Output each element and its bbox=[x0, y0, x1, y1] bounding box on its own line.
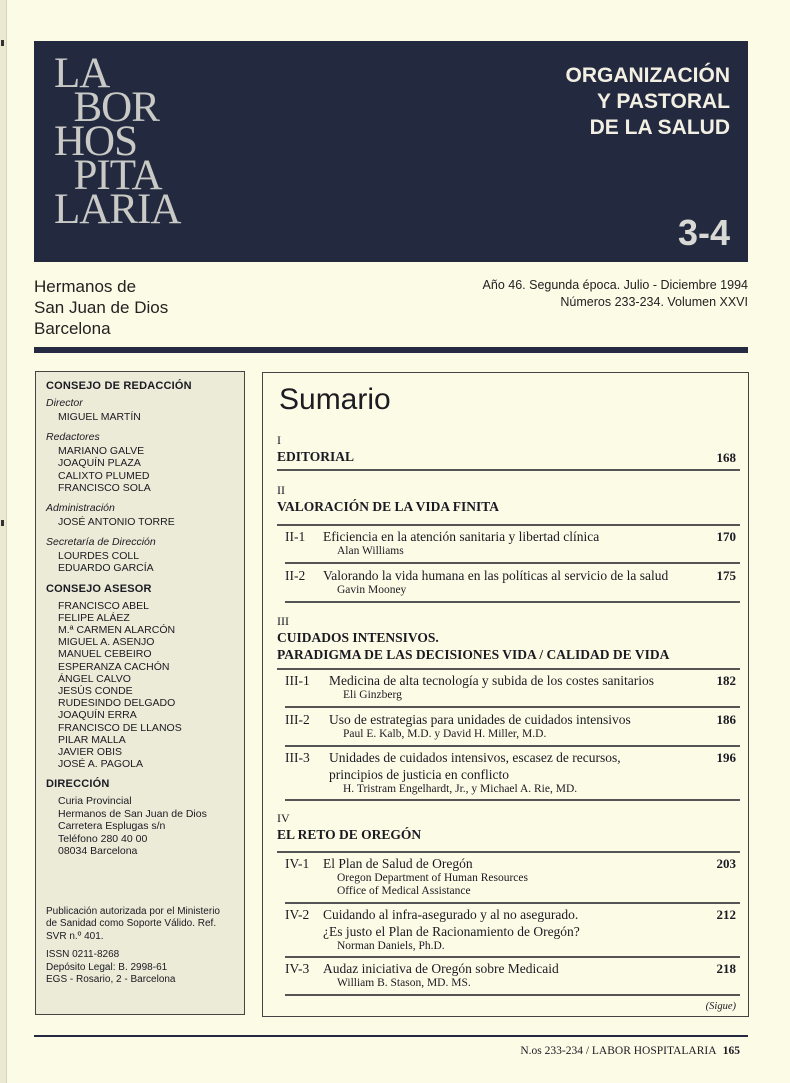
article-entry[interactable] bbox=[285, 855, 740, 898]
article-entry[interactable] bbox=[285, 528, 740, 558]
page-gutter bbox=[0, 0, 7, 1083]
divider bbox=[285, 799, 740, 801]
divider bbox=[285, 562, 740, 564]
article-code: IV-1 bbox=[285, 856, 310, 871]
article-title: Unidades de cuidados intensivos, escasez de recursos, bbox=[329, 750, 621, 765]
address-line: 08034 Barcelona bbox=[58, 845, 138, 858]
journal-logo bbox=[54, 50, 181, 233]
article-entry[interactable] bbox=[285, 567, 740, 597]
person-name: ESPERANZA CACHÓN bbox=[58, 660, 170, 673]
divider bbox=[277, 469, 740, 471]
article-entry[interactable] bbox=[285, 960, 740, 990]
publisher-line: San Juan de Dios bbox=[34, 298, 169, 317]
article-entry[interactable] bbox=[285, 711, 740, 741]
article-author: Norman Daniels, Ph.D. bbox=[337, 940, 445, 952]
article-code: IV-3 bbox=[285, 961, 310, 976]
logo-line: LA bbox=[54, 50, 110, 97]
issn: ISSN 0211-8268 bbox=[46, 949, 120, 961]
article-title: principios de justicia en conflicto bbox=[329, 767, 509, 782]
publisher-line: Hermanos de bbox=[34, 277, 137, 296]
publication-notice bbox=[46, 906, 244, 944]
article-title: Audaz iniciativa de Oregón sobre Medicaid bbox=[323, 961, 559, 976]
credits-heading: DIRECCIÓN bbox=[46, 778, 110, 791]
person-name: JOAQUÍN PLAZA bbox=[58, 457, 141, 470]
page-footer bbox=[520, 1045, 740, 1057]
page-number: 218 bbox=[716, 961, 736, 976]
credits-heading: CONSEJO ASESOR bbox=[46, 582, 152, 595]
divider bbox=[285, 994, 740, 996]
page-number: 203 bbox=[716, 856, 736, 871]
article-author: Gavin Mooney bbox=[337, 584, 407, 596]
article-author: Oregon Department of Human Resources bbox=[337, 872, 528, 884]
printer: EGS - Rosario, 2 - Barcelona bbox=[46, 974, 176, 986]
section-number: I bbox=[277, 433, 281, 447]
page-number: 170 bbox=[716, 529, 736, 544]
article-title: ¿Es justo el Plan de Racionamiento de Oregón? bbox=[323, 924, 580, 939]
cover-title-line: ORGANIZACIÓN bbox=[565, 64, 730, 87]
person-name: PILAR MALLA bbox=[58, 733, 126, 746]
article-title: Medicina de alta tecnología y subida de los costes sanitarios bbox=[329, 673, 655, 688]
page-number: 186 bbox=[716, 712, 736, 727]
address-line: Curia Provincial bbox=[58, 795, 132, 808]
article-author: Office of Medical Assistance bbox=[337, 885, 471, 897]
article-title: El Plan de Salud de Oregón bbox=[323, 856, 473, 871]
role-label: Director bbox=[46, 397, 83, 409]
address-line: Carretera Esplugas s/n bbox=[58, 820, 166, 833]
section-title: CUIDADOS INTENSIVOS. bbox=[277, 630, 439, 645]
role-label: Redactores bbox=[46, 431, 100, 444]
article-author: Eli Ginzberg bbox=[343, 689, 402, 701]
issue-number: 3-4 bbox=[677, 212, 730, 253]
person-name: FRANCISCO SOLA bbox=[58, 481, 151, 494]
divider bbox=[277, 668, 740, 670]
article-code: III-3 bbox=[285, 750, 310, 765]
notice-line: SVR n.º 401. bbox=[46, 930, 104, 942]
issue-volume: Números 233-234. Volumen XXVI bbox=[560, 295, 748, 309]
article-code: II-2 bbox=[285, 568, 306, 583]
address-line: Hermanos de San Juan de Dios bbox=[58, 807, 207, 820]
article-author: William B. Stason, MD. MS. bbox=[337, 977, 471, 989]
legal-info bbox=[46, 949, 244, 987]
article-code: IV-2 bbox=[285, 907, 310, 922]
section-title: EDITORIAL bbox=[277, 449, 355, 464]
binding-mark bbox=[1, 520, 4, 526]
footer-text: N.os 233-234 / LABOR HOSPITALARIA bbox=[520, 1045, 716, 1057]
article-title: Eficiencia en la atención sanitaria y libertad clínica bbox=[323, 529, 600, 544]
publisher-line: Barcelona bbox=[34, 319, 111, 338]
person-name: FELIPE ALÁEZ bbox=[58, 611, 130, 624]
article-code: III-1 bbox=[285, 673, 310, 688]
article-author: Alan Williams bbox=[337, 545, 404, 557]
section-number: II bbox=[277, 483, 285, 497]
continued-note: (Sigue) bbox=[705, 1001, 736, 1012]
notice-line: de Sanidad como Soporte Válido. Ref. bbox=[46, 918, 217, 930]
person-name: ÁNGEL CALVO bbox=[58, 672, 131, 685]
person-name: JAVIER OBIS bbox=[58, 746, 122, 759]
section-title: PARADIGMA DE LAS DECISIONES VIDA / CALIDAD DE VIDA bbox=[277, 647, 670, 662]
section-title: VALORACIÓN DE LA VIDA FINITA bbox=[277, 499, 500, 514]
legal-deposit: Depósito Legal: B. 2998-61 bbox=[46, 961, 168, 973]
article-author: H. Tristram Engelhardt, Jr., y Michael A. Rie, MD. bbox=[343, 783, 578, 795]
article-author: Paul E. Kalb, M.D. y David H. Miller, M.D. bbox=[343, 728, 547, 740]
person-name: EDUARDO GARCÍA bbox=[58, 562, 154, 575]
article-entry[interactable] bbox=[285, 672, 740, 702]
person-name: RUDESINDO DELGADO bbox=[58, 697, 176, 710]
section-reto-oregon bbox=[277, 811, 740, 843]
divider bbox=[285, 745, 740, 747]
person-name: MIGUEL MARTÍN bbox=[58, 411, 141, 423]
divider bbox=[285, 601, 740, 603]
person-name: M.ª CARMEN ALARCÓN bbox=[58, 624, 176, 637]
page-number: 175 bbox=[716, 568, 736, 583]
notice-line: Publicación autorizada por el Ministerio bbox=[46, 905, 220, 917]
divider bbox=[277, 851, 740, 853]
toc-title: Sumario bbox=[279, 383, 391, 416]
divider bbox=[34, 347, 748, 353]
section-title: EL RETO DE OREGÓN bbox=[277, 827, 422, 842]
logo-line: BOR bbox=[54, 84, 159, 131]
issue-info bbox=[483, 277, 748, 311]
article-code: II-1 bbox=[285, 529, 306, 544]
cover-title-line: Y PASTORAL bbox=[596, 90, 730, 113]
table-of-contents bbox=[262, 372, 749, 1017]
article-code: III-2 bbox=[285, 712, 310, 727]
divider bbox=[285, 956, 740, 958]
person-name: MIGUEL A. ASENJO bbox=[58, 636, 155, 649]
section-number: III bbox=[277, 614, 289, 628]
person-name: JOAQUÍN ERRA bbox=[58, 709, 137, 722]
article-entry[interactable] bbox=[285, 906, 740, 953]
person-name: JESÚS CONDE bbox=[58, 685, 133, 698]
article-title: Uso de estrategias para unidades de cuidados intensivos bbox=[329, 712, 631, 727]
person-name: JOSÉ A. PAGOLA bbox=[58, 758, 144, 771]
article-entry[interactable] bbox=[285, 749, 740, 796]
footer-rule bbox=[34, 1035, 748, 1037]
logo-line: HOS bbox=[54, 118, 138, 165]
person-name: MANUEL CEBEIRO bbox=[58, 648, 152, 661]
role-label: Secretaría de Dirección bbox=[46, 536, 156, 549]
issue-date: Año 46. Segunda época. Julio - Diciembre 1994 bbox=[482, 278, 748, 292]
cover-title bbox=[566, 63, 731, 141]
person-name: LOURDES COLL bbox=[58, 550, 140, 563]
person-name: MARIANO GALVE bbox=[58, 445, 145, 458]
divider bbox=[285, 706, 740, 708]
article-title: Cuidando al infra-asegurado y al no asegurado. bbox=[323, 907, 579, 922]
page-number: 165 bbox=[722, 1045, 740, 1057]
role-label: Administración bbox=[46, 502, 115, 515]
divider bbox=[277, 524, 740, 526]
credits-heading: CONSEJO DE REDACCIÓN bbox=[46, 380, 192, 392]
article-title: Valorando la vida humana en las políticas al servicio de la salud bbox=[323, 568, 669, 583]
divider bbox=[285, 902, 740, 904]
section-valoracion bbox=[277, 483, 740, 515]
section-cuidados-intensivos bbox=[277, 614, 740, 663]
page-number: 196 bbox=[716, 750, 736, 765]
page-number: 168 bbox=[716, 450, 736, 465]
address-line: Teléfono 280 40 00 bbox=[58, 832, 148, 845]
publisher bbox=[34, 276, 168, 339]
logo-line: LARIA bbox=[54, 186, 181, 233]
person-name: FRANCISCO ABEL bbox=[58, 599, 150, 612]
logo-line: PITA bbox=[54, 152, 162, 199]
binding-mark bbox=[1, 40, 4, 46]
person-name: FRANCISCO DE LLANOS bbox=[58, 721, 182, 734]
section-number: IV bbox=[277, 811, 290, 825]
person-name: CALIXTO PLUMED bbox=[58, 469, 150, 482]
section-editorial bbox=[277, 433, 740, 465]
person-name: JOSÉ ANTONIO TORRE bbox=[58, 516, 175, 529]
cover-banner bbox=[34, 41, 748, 262]
page-number: 212 bbox=[716, 907, 736, 922]
cover-title-line: DE LA SALUD bbox=[589, 116, 730, 139]
page-number: 182 bbox=[716, 673, 736, 688]
credits-box bbox=[35, 371, 245, 1015]
